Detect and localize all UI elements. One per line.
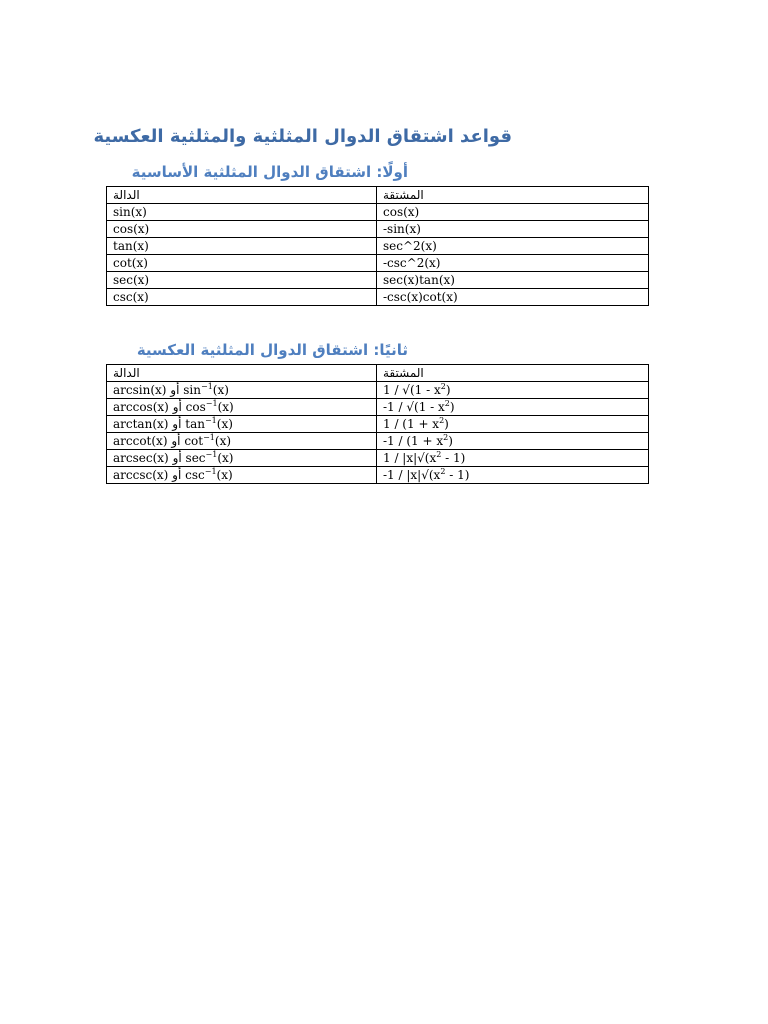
or-connector: أو — [172, 451, 182, 465]
section2-heading: ثانيًا: اشتقاق الدوال المثلثية العكسية — [136, 341, 408, 359]
inverse-exponent: −1 — [201, 382, 213, 391]
function-cell — [107, 399, 377, 416]
table-row — [107, 450, 649, 467]
inverse-arg: (x) — [216, 417, 233, 431]
function-cell — [107, 382, 377, 399]
table-header-row — [107, 187, 649, 204]
derivative-cell: -csc^2(x) — [377, 255, 649, 272]
derivative-cell: sec^2(x) — [377, 238, 649, 255]
table-header-row — [107, 365, 649, 382]
inverse-base: cos — [185, 400, 206, 414]
inverse-base: csc — [185, 468, 205, 482]
function-cell: tan(x) — [107, 238, 377, 255]
derivative-pre: -1 / √(1 - x — [383, 400, 445, 414]
basic-trig-derivatives-table — [106, 186, 649, 306]
inverse-arg: (x) — [217, 451, 234, 465]
table-row — [107, 433, 649, 450]
derivative-cell: -sin(x) — [377, 221, 649, 238]
or-connector: أو — [170, 383, 180, 397]
section1-heading: أولًا: اشتقاق الدوال المثلثية الأساسية — [131, 163, 408, 181]
derivative-cell: sec(x)tan(x) — [377, 272, 649, 289]
derivative-post: ) — [445, 383, 451, 397]
inverse-exponent: −1 — [204, 467, 217, 476]
function-cell — [107, 416, 377, 433]
table-row — [107, 399, 649, 416]
function-cell: sin(x) — [107, 204, 377, 221]
derivative-cell — [377, 467, 649, 484]
derivative-pre: 1 / (1 + x — [383, 417, 440, 431]
or-connector: أو — [172, 417, 182, 431]
function-name: arcsin(x) — [113, 383, 167, 397]
table-row — [107, 467, 649, 484]
inverse-exponent: −1 — [205, 399, 218, 408]
inverse-exponent: −1 — [205, 450, 218, 459]
derivative-cell — [377, 433, 649, 450]
inverse-arg: (x) — [216, 468, 233, 482]
derivative-pre: 1 / √(1 - x — [383, 383, 441, 397]
function-cell: csc(x) — [107, 289, 377, 306]
table-row — [107, 272, 649, 289]
derivative-cell: cos(x) — [377, 204, 649, 221]
square-exponent: 2 — [439, 416, 445, 425]
function-name: arctan(x) — [113, 417, 169, 431]
derivative-cell — [377, 399, 649, 416]
table-row — [107, 221, 649, 238]
square-exponent: 2 — [444, 399, 450, 408]
square-exponent: 2 — [440, 467, 446, 476]
derivative-post: - 1) — [445, 468, 470, 482]
inverse-base: sin — [183, 383, 201, 397]
function-name: arccot(x) — [113, 434, 168, 448]
square-exponent: 2 — [443, 433, 449, 442]
function-name: arccsc(x) — [113, 468, 169, 482]
column-header-function: الدالة — [107, 365, 377, 382]
derivative-post: ) — [444, 417, 449, 431]
function-cell — [107, 433, 377, 450]
function-cell: sec(x) — [107, 272, 377, 289]
table-row — [107, 204, 649, 221]
inverse-arg: (x) — [214, 434, 232, 448]
derivative-cell — [377, 416, 649, 433]
or-connector: أو — [172, 400, 182, 414]
table-row — [107, 416, 649, 433]
inverse-trig-derivatives-table — [106, 364, 649, 484]
derivative-post: ) — [449, 400, 455, 414]
inverse-arg: (x) — [212, 383, 229, 397]
inverse-exponent: −1 — [204, 416, 217, 425]
inverse-exponent: −1 — [203, 433, 215, 442]
function-cell — [107, 450, 377, 467]
table-row — [107, 289, 649, 306]
inverse-base: tan — [185, 417, 205, 431]
inverse-base: cot — [184, 434, 204, 448]
derivative-cell — [377, 450, 649, 467]
or-connector: أو — [171, 434, 181, 448]
document-title: قواعد اشتقاق الدوال المثلثية والمثلثية العكسية — [93, 126, 512, 147]
derivative-pre: 1 / |x|√(x — [383, 451, 437, 465]
square-exponent: 2 — [440, 382, 446, 391]
derivative-post: ) — [448, 434, 453, 448]
column-header-function: الدالة — [107, 187, 377, 204]
function-cell: cot(x) — [107, 255, 377, 272]
function-cell: cos(x) — [107, 221, 377, 238]
derivative-pre: -1 / |x|√(x — [383, 468, 441, 482]
or-connector: أو — [172, 468, 182, 482]
table-row — [107, 255, 649, 272]
function-name: arccos(x) — [113, 400, 169, 414]
derivative-pre: -1 / (1 + x — [383, 434, 444, 448]
derivative-cell — [377, 382, 649, 399]
inverse-base: sec — [185, 451, 206, 465]
table-row — [107, 382, 649, 399]
table-row — [107, 238, 649, 255]
square-exponent: 2 — [436, 450, 442, 459]
column-header-derivative: المشتقة — [377, 365, 649, 382]
function-name: arcsec(x) — [113, 451, 169, 465]
derivative-cell: -csc(x)cot(x) — [377, 289, 649, 306]
inverse-arg: (x) — [217, 400, 234, 414]
function-cell — [107, 467, 377, 484]
derivative-post: - 1) — [441, 451, 466, 465]
column-header-derivative: المشتقة — [377, 187, 649, 204]
